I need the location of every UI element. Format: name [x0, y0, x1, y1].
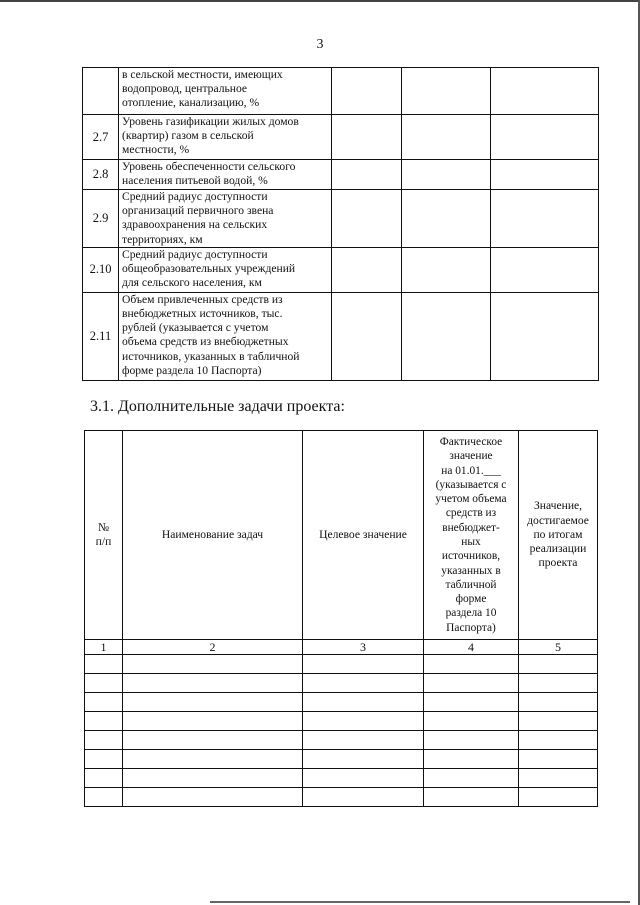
empty-cell — [85, 655, 123, 674]
table-row — [85, 655, 598, 674]
cell-text-line: Объем привлеченных средств из — [122, 292, 283, 306]
empty-cell — [519, 655, 598, 674]
cell-text-line: на 01.01.___ — [441, 464, 501, 477]
cell-text-line: № — [97, 520, 110, 534]
row-number: 2.8 — [83, 160, 119, 190]
table-row — [85, 788, 598, 807]
index-cell-3: 3 — [303, 640, 424, 655]
value-cell — [332, 115, 402, 160]
value-cell — [332, 190, 402, 248]
row-number: 2.11 — [83, 292, 119, 380]
table-row — [85, 769, 598, 788]
cell-text-line: Целевое значение — [319, 527, 407, 541]
empty-cell — [424, 655, 519, 674]
value-cell — [491, 115, 599, 160]
cell-text-line: здравоохранения на сельских — [122, 218, 268, 232]
empty-cell — [519, 674, 598, 693]
cell-text-line: ных — [461, 536, 481, 548]
empty-cell — [424, 750, 519, 769]
index-cell-5: 5 — [519, 640, 598, 655]
page-number: 3 — [316, 37, 324, 52]
cell-text-line: Наименование задач — [161, 527, 264, 541]
row-number — [83, 68, 119, 115]
index-cell-2: 2 — [123, 640, 303, 655]
empty-cell — [303, 788, 424, 807]
cell-text-line: территориях, км — [122, 232, 203, 246]
cell-text-line: водопровод, центральное — [122, 82, 248, 96]
table-row — [85, 750, 598, 769]
empty-cell — [85, 693, 123, 712]
value-cell — [332, 247, 402, 292]
empty-cell — [123, 788, 303, 807]
indicators-table — [82, 67, 599, 381]
cell-text-line: общеобразовательных учреждений — [122, 262, 296, 276]
table-row — [85, 712, 598, 731]
empty-cell — [519, 788, 598, 807]
empty-cell — [123, 693, 303, 712]
empty-cell — [424, 788, 519, 807]
cell-text-line: в сельской местности, имеющих — [122, 68, 283, 81]
cell-text-line: Уровень газификации жилых домов — [122, 115, 299, 128]
empty-cell — [123, 769, 303, 788]
cell-text-line: Средний радиус доступности — [122, 190, 268, 203]
cell-text-line: Средний радиус доступности — [122, 247, 268, 261]
cell-text-line: форме раздела 10 Паспорта) — [122, 363, 262, 377]
empty-cell — [303, 655, 424, 674]
value-cell — [402, 115, 491, 160]
cell-text-line: раздела 10 — [445, 607, 497, 620]
cell-text-line: объема средств из внебюджетных — [122, 335, 289, 349]
row-number: 2.9 — [83, 190, 119, 248]
index-cell-4: 4 — [424, 640, 519, 655]
cell-text-line: по итогам — [533, 527, 583, 541]
page-edge-bottom — [210, 901, 630, 903]
table-row — [83, 115, 599, 160]
value-cell — [402, 160, 491, 190]
empty-cell — [519, 769, 598, 788]
value-cell — [402, 247, 491, 292]
indicator-name — [119, 292, 332, 380]
cell-text-line: реализации — [529, 542, 587, 556]
cell-text-line: средств из — [445, 507, 497, 520]
cell-text-line: форме — [455, 593, 487, 606]
empty-cell — [519, 750, 598, 769]
cell-text-line: организаций первичного звена — [122, 204, 274, 218]
header-col-5 — [519, 431, 598, 640]
empty-cell — [123, 712, 303, 731]
indicator-name — [119, 160, 332, 190]
value-cell — [402, 190, 491, 248]
cell-text-line: Значение, — [533, 499, 583, 513]
cell-text-line: источников, — [441, 550, 501, 563]
empty-cell — [123, 731, 303, 750]
table-row — [85, 693, 598, 712]
empty-cell — [85, 769, 123, 788]
empty-cell — [519, 731, 598, 750]
header-col-4 — [424, 431, 519, 640]
empty-cell — [85, 712, 123, 731]
header-col-3 — [303, 431, 424, 640]
empty-cell — [424, 731, 519, 750]
empty-cell — [123, 655, 303, 674]
value-cell — [402, 68, 491, 115]
cell-text-line: внебюджетных источников, тыс. — [122, 307, 283, 321]
column-index-row — [85, 640, 598, 655]
cell-text-line: Уровень обеспеченности сельского — [122, 160, 296, 173]
empty-cell — [303, 769, 424, 788]
index-cell-1: 1 — [85, 640, 123, 655]
value-cell — [491, 190, 599, 248]
indicator-name — [119, 190, 332, 248]
empty-cell — [85, 731, 123, 750]
empty-cell — [123, 750, 303, 769]
empty-cell — [424, 674, 519, 693]
table-row — [83, 292, 599, 380]
empty-cell — [303, 693, 424, 712]
empty-cell — [424, 693, 519, 712]
cell-text-line: указанных в — [441, 564, 501, 577]
table-row — [83, 160, 599, 190]
table-row — [83, 247, 599, 292]
empty-cell — [424, 712, 519, 731]
cell-text-line: табличной — [445, 578, 497, 591]
table-header-row — [85, 431, 598, 640]
value-cell — [491, 292, 599, 380]
cell-text-line: учетом объема — [435, 493, 507, 506]
empty-cell — [303, 731, 424, 750]
value-cell — [332, 68, 402, 115]
empty-cell — [85, 674, 123, 693]
cell-text-line: местности, % — [122, 143, 190, 157]
table-row — [83, 68, 599, 115]
empty-cell — [424, 769, 519, 788]
cell-text-line: Фактическое — [439, 435, 503, 448]
page-edge-top — [0, 0, 640, 2]
cell-text-line: для сельского населения, км — [122, 276, 262, 290]
value-cell — [491, 247, 599, 292]
indicator-name — [119, 247, 332, 292]
value-cell — [491, 160, 599, 190]
table-row — [83, 190, 599, 248]
indicator-name — [119, 115, 332, 160]
value-cell — [332, 160, 402, 190]
empty-cell — [519, 712, 598, 731]
table-row — [85, 674, 598, 693]
additional-tasks-table — [84, 430, 598, 807]
value-cell — [332, 292, 402, 380]
value-cell — [402, 292, 491, 380]
header-col-1 — [85, 431, 123, 640]
cell-text-line: рублей (указывается с учетом — [122, 321, 269, 335]
section-title: 3.1. Дополнительные задачи проекта: — [90, 398, 345, 415]
empty-cell — [85, 750, 123, 769]
empty-cell — [303, 712, 424, 731]
cell-text-line: Паспорта) — [446, 621, 496, 634]
cell-text-line: источников, указанных в табличной — [122, 349, 300, 363]
cell-text-line: достигаемое — [527, 513, 589, 527]
empty-cell — [123, 674, 303, 693]
cell-text-line: значение — [449, 450, 493, 463]
row-number: 2.7 — [83, 115, 119, 160]
cell-text-line: п/п — [95, 535, 112, 548]
cell-text-line: населения питьевой водой, % — [122, 174, 268, 188]
cell-text-line: проекта — [538, 556, 578, 570]
empty-cell — [303, 750, 424, 769]
cell-text-line: (указывается с — [435, 478, 507, 491]
header-col-2 — [123, 431, 303, 640]
row-number: 2.10 — [83, 247, 119, 292]
empty-cell — [303, 674, 424, 693]
value-cell — [491, 68, 599, 115]
empty-cell — [85, 788, 123, 807]
cell-text-line: отопление, канализацию, % — [122, 96, 260, 110]
empty-cell — [519, 693, 598, 712]
table-row — [85, 731, 598, 750]
cell-text-line: внебюджет- — [442, 521, 500, 534]
indicator-name — [119, 68, 332, 115]
cell-text-line: (квартир) газом в сельской — [122, 129, 254, 143]
